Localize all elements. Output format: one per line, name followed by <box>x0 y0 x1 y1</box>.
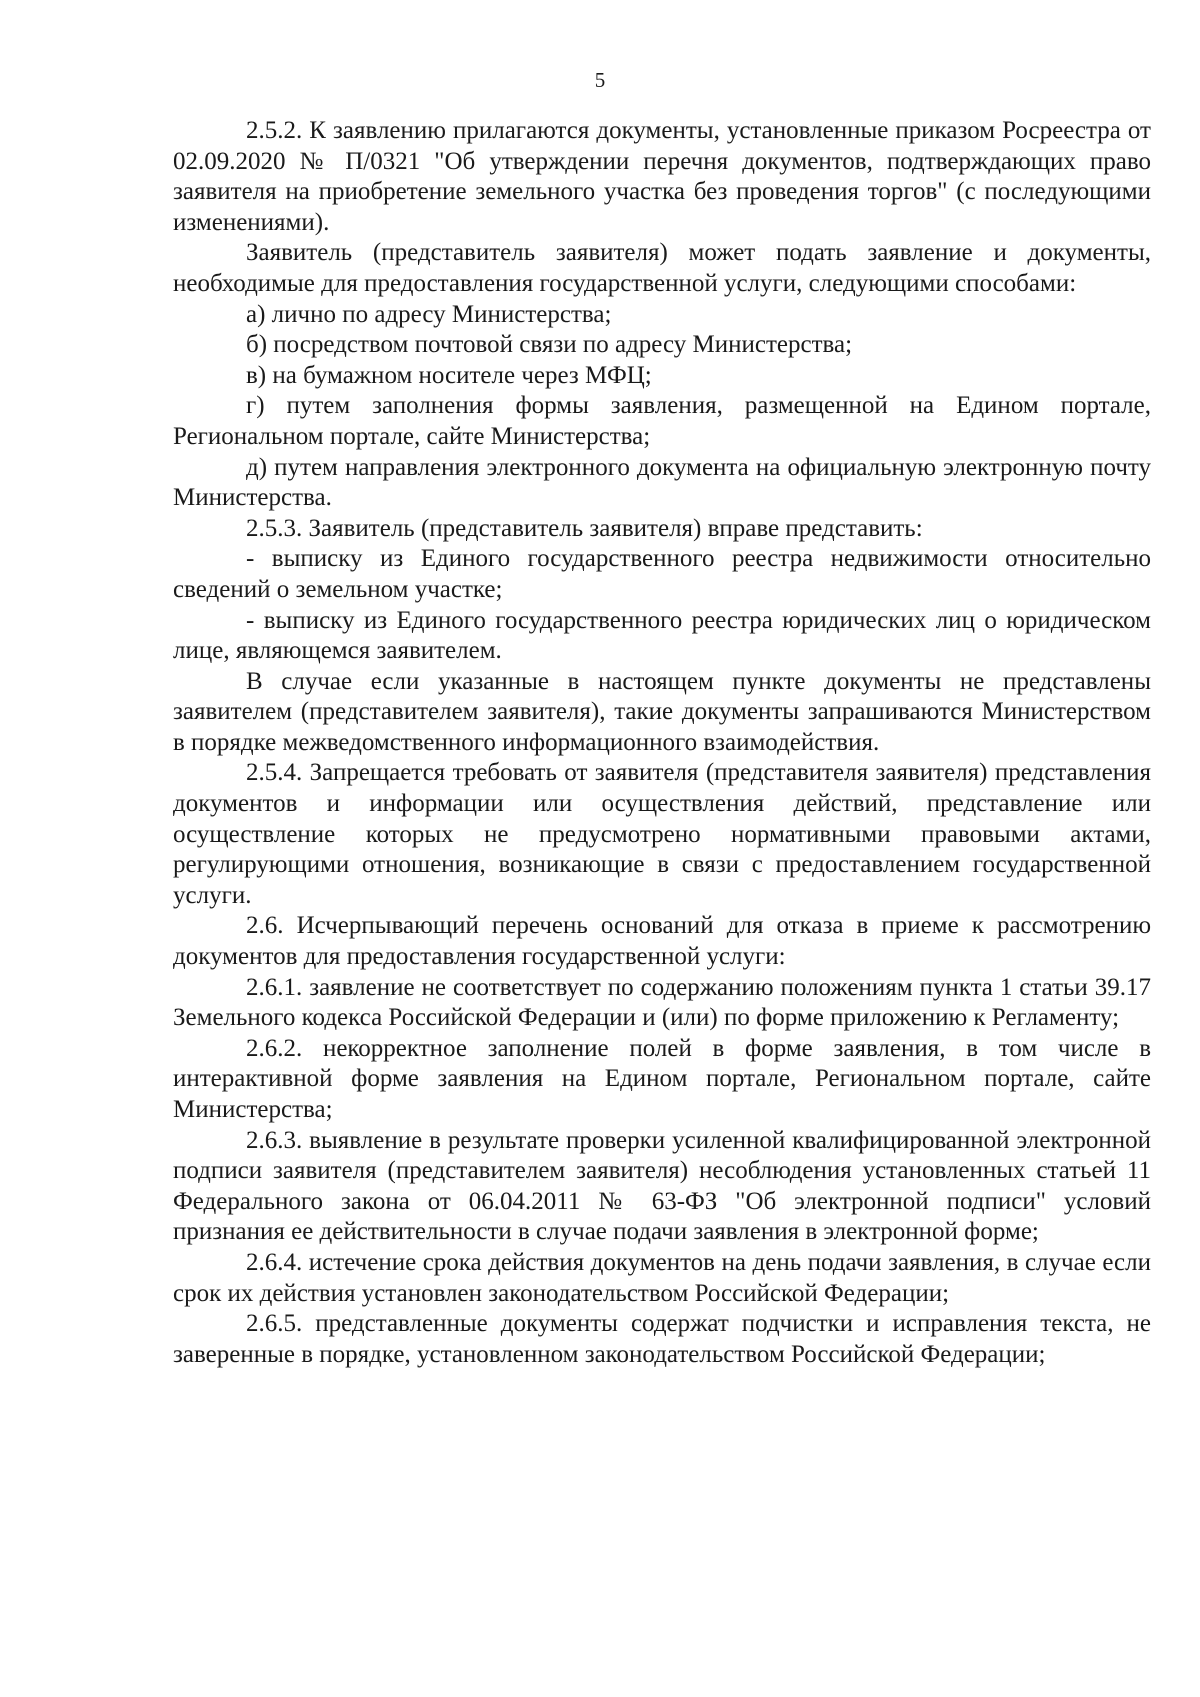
paragraph-submission-methods: Заявитель (представитель заявителя) может подать заявление и документы, необходимые для предоставления государственной услуги, следующими способами: <box>173 239 1151 297</box>
list-item-a: а) лично по адресу Министерства; <box>246 300 612 328</box>
document-body <box>173 116 1151 1370</box>
list-item-dash-1: - выписку из Единого государственного реестра недвижимости относительно сведений о земельном участке; <box>173 545 1151 603</box>
page-number: 5 <box>594 68 606 92</box>
list-item-b: б) посредством почтовой связи по адресу Министерства; <box>246 331 853 359</box>
paragraph-2-6-4: 2.6.4. истечение срока действия документов на день подачи заявления, в случае если срок их действия установлен законодательством Российской Федерации; <box>173 1248 1151 1307</box>
paragraph-2-6-1: 2.6.1. заявление не соответствует по содержанию положениям пункта 1 статьи 39.17 Земельного кодекса Российской Федерации и (или) по форме приложению к Регламенту; <box>173 973 1151 1032</box>
paragraph-2-5-4: 2.5.4. Запрещается требовать от заявителя (представителя заявителя) представления документов и информации или осуществления действий, представление или осуществление которых не предусмотрено нормативными правовыми актами, регулирующими отношения, возникающие в связи с предоставлением государственной услуги. <box>173 759 1151 909</box>
paragraph-2-6: 2.6. Исчерпывающий перечень оснований для отказа в приеме к рассмотрению документов для предоставления государственной услуги: <box>173 912 1151 971</box>
list-item-v: в) на бумажном носителе через МФЦ; <box>246 361 652 389</box>
paragraph-2-6-5: 2.6.5. представленные документы содержат подчистки и исправления текста, не заверенные в порядке, установленном законодательством Российской Федерации; <box>173 1310 1151 1368</box>
paragraph-2-6-2: 2.6.2. некорректное заполнение полей в форме заявления, в том числе в интерактивной форме заявления на Едином портале, Региональном портале, сайте Министерства; <box>173 1034 1151 1123</box>
list-item-dash-2: - выписку из Единого государственного реестра юридических лиц о юридическом лице, являющемся заявителем. <box>173 606 1151 665</box>
paragraph-2-6-3: 2.6.3. выявление в результате проверки усиленной квалифицированной электронной подписи заявителя (представителем заявителя) несоблюдения установленных статьей 11 Федерального закона от 06.04.2011 № 63-ФЗ "Об электронной подписи" условий признания ее действительности в случае подачи заявления в электронной форме; <box>173 1126 1151 1246</box>
paragraph-2-5-3: 2.5.3. Заявитель (представитель заявителя) вправе представить: <box>246 514 923 542</box>
list-item-d: д) путем направления электронного документа на официальную электронную почту Министерства. <box>173 453 1151 512</box>
paragraph-interagency-request: В случае если указанные в настоящем пункте документы не представлены заявителем (представителем заявителя), такие документы запрашиваются Министерством в порядке межведомственного информационного взаимодействия. <box>173 667 1151 756</box>
paragraph-2-5-2: 2.5.2. К заявлению прилагаются документы, установленные приказом Росреестра от 02.09.2020 № П/0321 "Об утверждении перечня документов, подтверждающих право заявителя на приобретение земельного участка без проведения торгов" (с последующими изменениями). <box>173 117 1151 236</box>
list-item-g: г) путем заполнения формы заявления, размещенной на Едином портале, Региональном портале, сайте Министерства; <box>173 392 1151 450</box>
